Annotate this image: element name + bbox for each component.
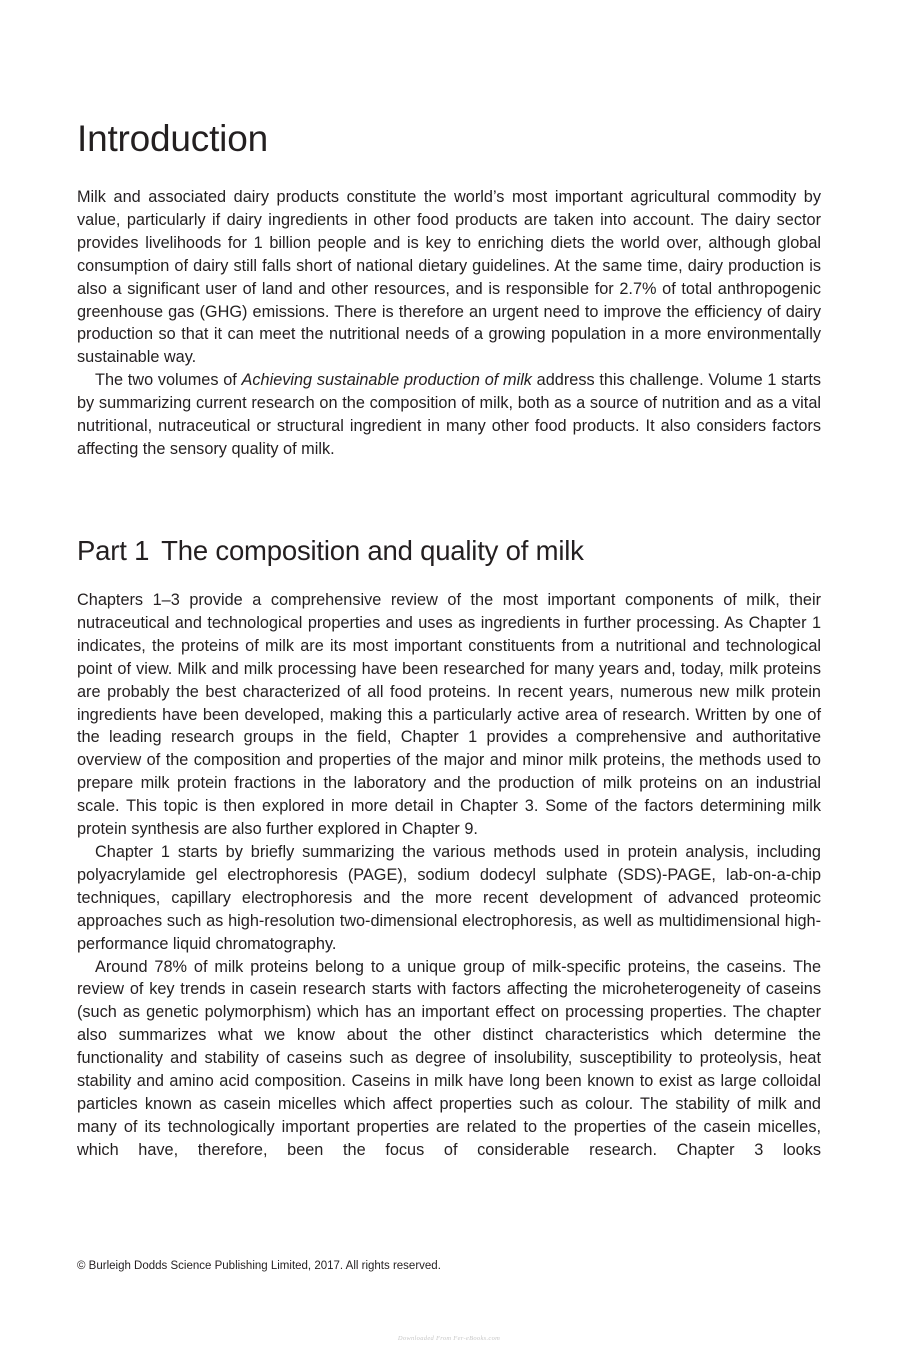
part-1-section	[77, 589, 821, 1162]
intro-paragraph-1: Milk and associated dairy products constitute the world’s most important agricultural commodity by value, particularly if dairy ingredients in other food products are taken into account. The dairy sector provides livelihoods for 1 billion people and is key to enriching diets the world over, although global consumption of dairy still falls short of national dietary guidelines. At the same time, dairy production is also a significant user of land and other resources, and is responsible for 2.7% of total anthropogenic greenhouse gas (GHG) emissions. There is therefore an urgent need to improve the efficiency of dairy production so that it can meet the nutritional needs of a growing population in a more environmentally sustainable way.	[77, 188, 821, 367]
part1-paragraph-2: Chapter 1 starts by briefly summarizing the various methods used in protein analysis, including polyacrylamide gel electrophoresis (PAGE), sodium dodecyl sulphate (SDS)-PAGE, lab-on-a-chip techniques, capillary electrophoresis and the more recent development of advanced proteomic approaches such as high-resolution two-dimensional electrophoresis, as well as multidimensional high-performance liquid chromatography.	[77, 842, 821, 953]
intro-paragraph-2	[77, 369, 821, 461]
part-title: The composition and quality of milk	[161, 535, 584, 566]
part-heading	[77, 532, 584, 570]
part1-paragraph-1: Chapters 1–3 provide a comprehensive review of the most important components of milk, their nutraceutical and technological properties and uses as ingredients in further processing. As Chapter 1 indicates, the proteins of milk are its most important constituents from a nutritional and technological point of view. Milk and milk processing have been researched for many years and, today, milk proteins are probably the best characterized of all food proteins. In recent years, numerous new milk protein ingredients have been developed, making this a particularly active area of research. Written by one of the leading research groups in the field, Chapter 1 provides a comprehensive and authoritative overview of the composition and properties of the major and minor milk proteins, the methods used to prepare milk protein fractions in the laboratory and the production of milk proteins on an industrial scale. This topic is then explored in more detail in Chapter 3. Some of the factors determining milk protein synthesis are also further explored in Chapter 9.	[77, 591, 821, 839]
download-watermark: Downloaded From Fer-eBooks.com	[397, 1335, 501, 1342]
intro-paragraph-2-start: The two volumes of	[95, 371, 242, 390]
intro-section	[77, 186, 821, 461]
book-title: Achieving sustainable production of milk	[241, 371, 532, 390]
page-title: Introduction	[77, 118, 268, 159]
part1-paragraph-3: Around 78% of milk proteins belong to a unique group of milk-specific proteins, the caseins. The review of key trends in casein research starts with factors affecting the microheterogeneity of caseins (such as genetic polymorphism) which has an important effect on processing properties. The chapter also summarizes what we know about the other distinct characteristics which determine the functionality and stability of caseins such as degree of insolubility, susceptibility to proteolysis, heat stability and amino acid composition. Caseins in milk have long been known to exist as large colloidal particles known as casein micelles which affect properties such as colour. The stability of milk and many of its technologically important properties are related to the properties of the casein micelles, which have, therefore, been the focus of considerable research. Chapter 3 looks	[77, 957, 821, 1159]
part-number: Part 1	[77, 535, 150, 566]
intro-paragraph-2-rest: address this challenge. Volume 1 starts by summarizing current research on the composition of milk, both as a source of nutrition and as a vital nutritional, nutraceutical or structural ingredient in many other food products. It also considers factors affecting the sensory quality of milk.	[77, 371, 821, 458]
copyright-footer: © Burleigh Dodds Science Publishing Limited, 2017. All rights reserved.	[77, 1260, 441, 1272]
